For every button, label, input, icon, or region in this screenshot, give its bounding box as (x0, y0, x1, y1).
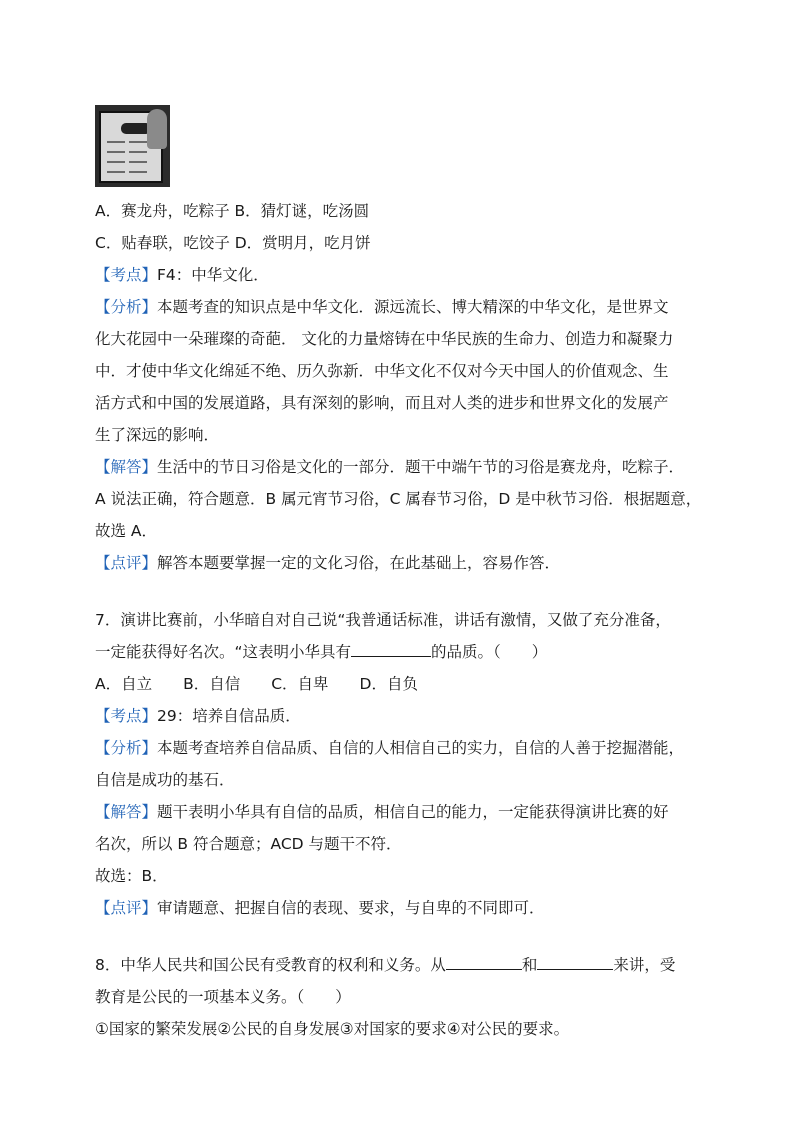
q6-jieda (95, 457, 684, 477)
q8-stem-line-1 (95, 955, 675, 975)
jieda-tag: 【解答】 (95, 803, 158, 821)
kaodian-tag: 【考点】 (95, 707, 158, 725)
q6-kaodian (95, 265, 269, 285)
person-figure (147, 109, 167, 149)
jieda-text: 生活中的节日习俗是文化的一部分．题干中端午节的习俗是赛龙舟，吃粽子． (157, 458, 685, 476)
q7-fenxi-line-2: 自信是成功的基石． (95, 771, 235, 789)
poster-line (107, 141, 125, 143)
q7-stem-line-1: 7．演讲比赛前，小华暗自对自己说“我普通话标准，讲话有激情，又做了充分准备， (95, 611, 671, 629)
poster-line (129, 161, 147, 163)
fenxi-text: 本题考查培养自信品质、自信的人相信自己的实力，自信的人善于挖掘潜能， (157, 739, 685, 757)
q8-choices: ①国家的繁荣发展②公民的自身发展③对国家的要求④对公民的要求。 (95, 1020, 570, 1038)
q8-stem-mid: 和 (521, 956, 538, 974)
q6-options-line-1: A．赛龙舟，吃粽子 B．猜灯谜，吃汤圆 (95, 202, 370, 220)
poster-line (107, 161, 125, 163)
fenxi-text: 本题考查的知识点是中华文化．源远流长、博大精深的中华文化，是世界文 (157, 298, 669, 316)
q6-fenxi-line-2: 化大花园中一朵璀璨的奇葩． 文化的力量熔铸在中华民族的生命力、创造力和凝聚力 (95, 330, 674, 348)
q7-jieda-line-2: 名次，所以 B 符合题意；ACD 与题干不符． (95, 835, 402, 853)
dianping-text: 解答本题要掌握一定的文化习俗，在此基础上，容易作答． (157, 554, 561, 572)
dianping-tag: 【点评】 (95, 554, 158, 572)
poster-line (129, 141, 147, 143)
poster-line (107, 171, 125, 173)
answer-blank (446, 955, 522, 970)
fenxi-tag: 【分析】 (95, 739, 158, 757)
q7-stem-line-2 (95, 642, 547, 662)
q7-fenxi (95, 738, 684, 758)
dianping-tag: 【点评】 (95, 899, 158, 917)
answer-blank (537, 955, 613, 970)
q7-jieda (95, 802, 669, 822)
q7-dianping (95, 898, 545, 918)
poster-line (129, 151, 147, 153)
photo-icon (95, 105, 170, 187)
q6-fenxi (95, 297, 669, 317)
kaodian-text: F4：中华文化． (157, 266, 269, 284)
q6-fenxi-line-3: 中．才使中华文化绵延不绝、历久弥新．中华文化不仅对今天中国人的价值观念、生 (95, 362, 669, 380)
q6-fenxi-line-4: 活方式和中国的发展道路，具有深刻的影响，而且对人类的进步和世界文化的发展产 (95, 394, 669, 412)
q8-stem-post: 来讲，受 (613, 956, 676, 974)
q6-options-line-2: C．贴春联，吃饺子 D．赏明月，吃月饼 (95, 234, 371, 252)
q7-stem-pre: 一定能获得好名次。“这表明小华具有 (95, 643, 352, 661)
jieda-text: 题干表明小华具有自信的品质，相信自己的能力，一定能获得演讲比赛的好 (157, 803, 669, 821)
kaodian-text: 29：培养自信品质． (157, 707, 301, 725)
q7-stem-post: 的品质。（ ） (431, 643, 548, 661)
jieda-tag: 【解答】 (95, 458, 158, 476)
poster-line (107, 151, 125, 153)
q6-fenxi-line-5: 生了深远的影响． (95, 426, 220, 444)
poster-line (129, 171, 147, 173)
dianping-text: 审请题意、把握自信的表现、要求，与自卑的不同即可． (157, 899, 545, 917)
q8-stem-pre: 8．中华人民共和国公民有受教育的权利和义务。从 (95, 956, 446, 974)
q6-jieda-line-2: A 说法正确，符合题意．B 属元宵节习俗，C 属春节习俗，D 是中秋节习俗．根据题意， (95, 490, 702, 508)
q8-stem-line-2: 教育是公民的一项基本义务。（ ） (95, 988, 351, 1006)
q7-options: A．自立 B．自信 C．自卑 D．自负 (95, 675, 418, 693)
q6-dianping (95, 553, 560, 573)
kaodian-tag: 【考点】 (95, 266, 158, 284)
answer-blank (351, 642, 431, 657)
q6-jieda-line-3: 故选 A． (95, 522, 158, 540)
q7-answer: 故选：B． (95, 867, 168, 885)
q7-kaodian (95, 706, 301, 726)
fenxi-tag: 【分析】 (95, 298, 158, 316)
